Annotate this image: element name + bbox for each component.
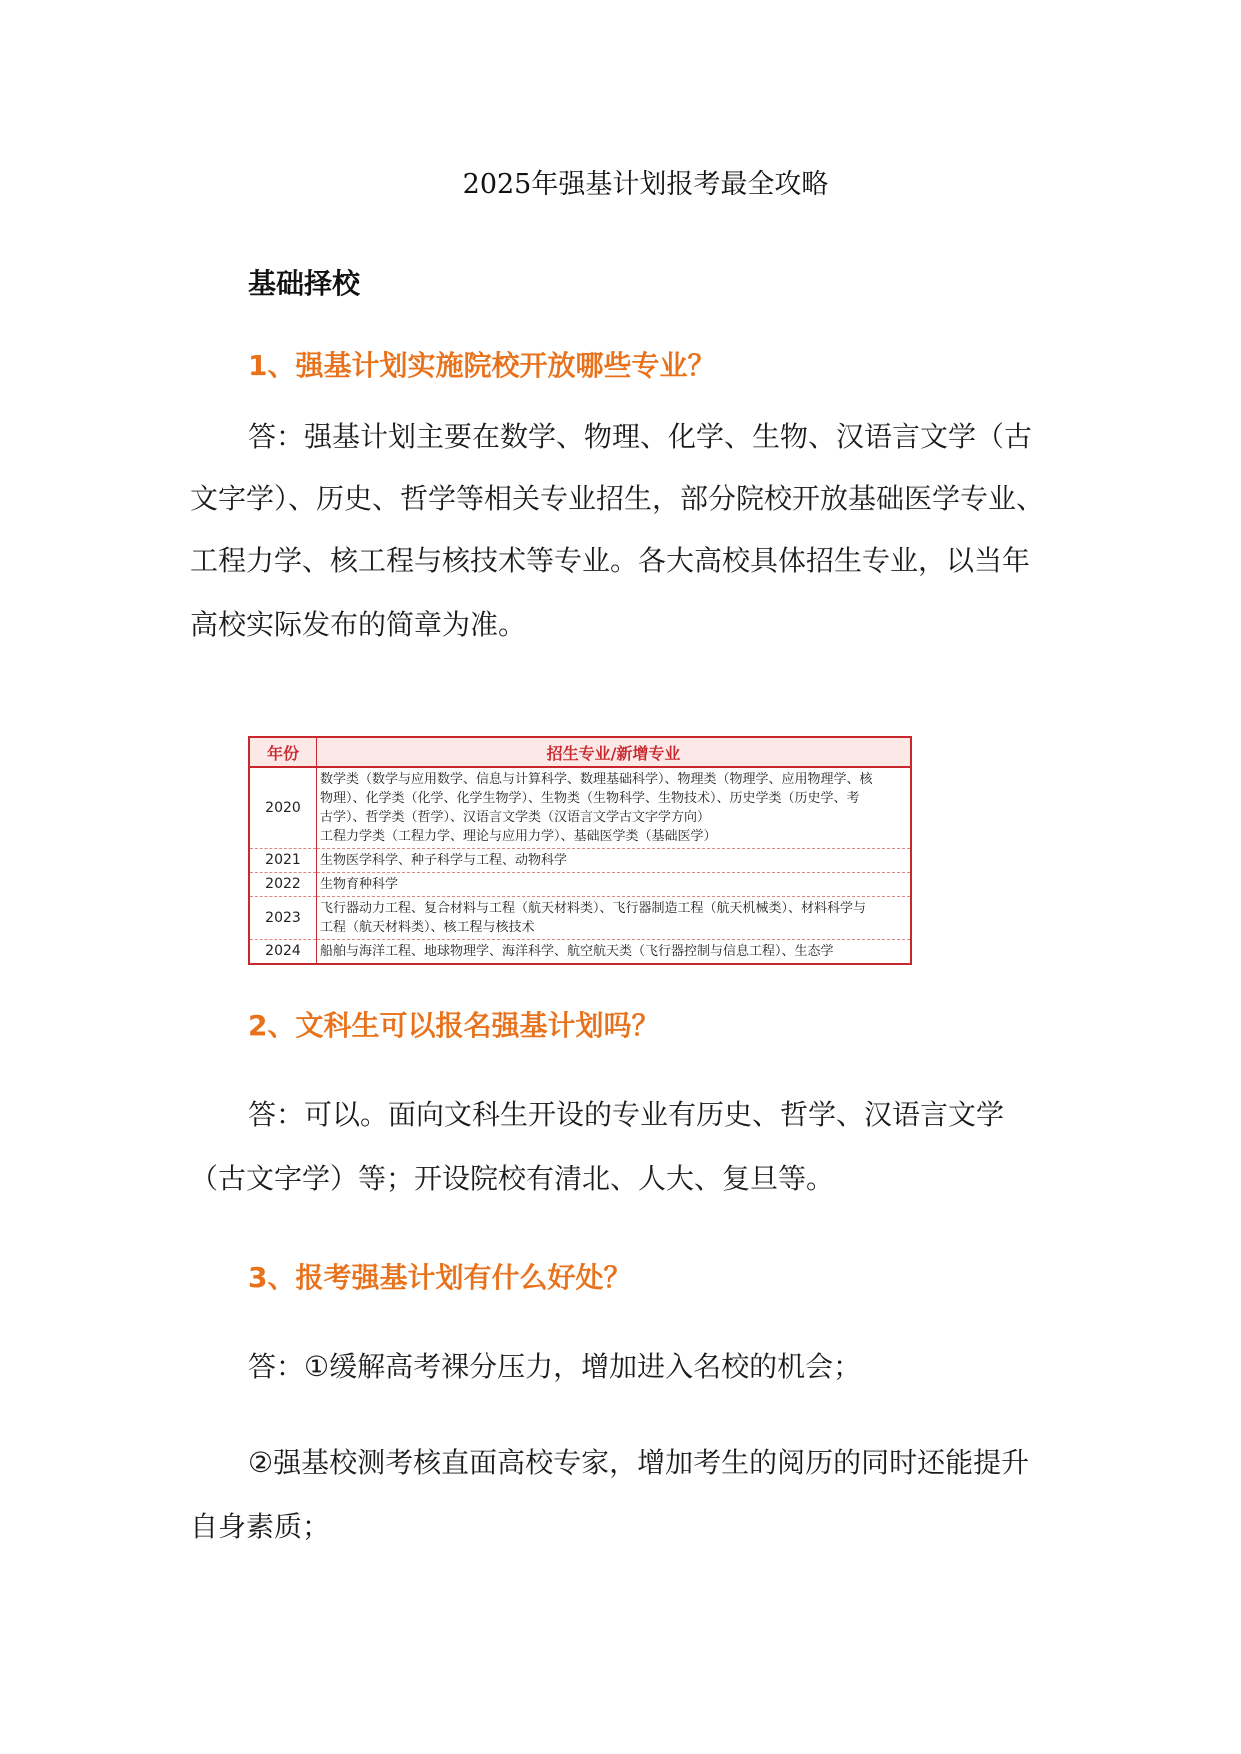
section-heading: 基础择校 — [248, 267, 361, 300]
question-1: 1、强基计划实施院校开放哪些专业？ — [248, 349, 716, 382]
row-majors — [317, 849, 911, 873]
answer-1-line-4: 高校实际发布的简章为准。 — [190, 608, 527, 641]
row-year: 2024 — [250, 940, 317, 964]
answer-1-line-3: 工程力学、核工程与核技术等专业。各大高校具体招生专业，以当年 — [190, 544, 1031, 577]
row-majors-line: 船舶与海洋工程、地球物理学、海洋科学、航空航天类（飞行器控制与信息工程）、生态学 — [320, 944, 834, 959]
row-majors-line: 飞行器动力工程、复合材料与工程（航天材料类）、飞行器制造工程（航天机械类）、材料科学与 — [320, 901, 867, 916]
table-row — [250, 873, 910, 897]
answer-2-line-1: 答：可以。面向文科生开设的专业有历史、哲学、汉语言文学 — [248, 1098, 1005, 1131]
answer-3-point-1: 答：①缓解高考裸分压力，增加进入名校的机会； — [248, 1350, 862, 1383]
row-majors-line: 生物育种科学 — [320, 877, 399, 892]
row-majors — [317, 897, 911, 940]
row-majors — [317, 940, 911, 964]
answer-3-point-2-line-2: 自身素质； — [190, 1510, 331, 1543]
table-header-row — [250, 738, 910, 767]
row-year: 2021 — [250, 849, 317, 873]
row-majors-line: 物理）、化学类（化学、化学生物学）、生物类（生物科学、生物技术）、历史学类（历史学、考 — [320, 791, 860, 806]
row-year: 2023 — [250, 897, 317, 940]
page-title: 2025年强基计划报考最全攻略 — [462, 169, 829, 200]
row-majors-line: 数学类（数学与应用数学、信息与计算科学、数理基础科学）、物理类（物理学、应用物理学、核 — [320, 772, 873, 787]
table-row — [250, 897, 910, 940]
row-majors-line: 生物医学科学、种子科学与工程、动物科学 — [320, 853, 568, 868]
row-majors-line: 工程（航天材料类）、核工程与核技术 — [320, 920, 535, 935]
answer-1-line-1: 答：强基计划主要在数学、物理、化学、生物、汉语言文学（古 — [248, 420, 1033, 453]
table-row — [250, 849, 910, 873]
answer-2-line-2: （古文字学）等；开设院校有清北、人大、复旦等。 — [190, 1162, 835, 1195]
row-majors — [317, 767, 911, 849]
majors-table — [248, 736, 912, 965]
table-row — [250, 767, 910, 849]
table-row — [250, 940, 910, 964]
row-year: 2022 — [250, 873, 317, 897]
row-majors — [317, 873, 911, 897]
header-majors: 招生专业/新增专业 — [317, 738, 911, 767]
row-year: 2020 — [250, 767, 317, 849]
row-majors-line: 古学）、哲学类（哲学）、汉语言文学类（汉语言文学古文字学方向） — [320, 810, 711, 825]
answer-1-line-2: 文字学）、历史、哲学等相关专业招生，部分院校开放基础医学专业、 — [190, 482, 1045, 515]
majors-table-grid — [250, 738, 910, 963]
header-year: 年份 — [250, 738, 317, 767]
row-majors-line: 工程力学类（工程力学、理论与应用力学）、基础医学类（基础医学） — [320, 829, 717, 844]
answer-3-point-2-line-1: ②强基校测考核直面高校专家，增加考生的阅历的同时还能提升 — [248, 1446, 1030, 1479]
question-2: 2、文科生可以报名强基计划吗？ — [248, 1009, 660, 1042]
question-3: 3、报考强基计划有什么好处？ — [248, 1261, 632, 1294]
